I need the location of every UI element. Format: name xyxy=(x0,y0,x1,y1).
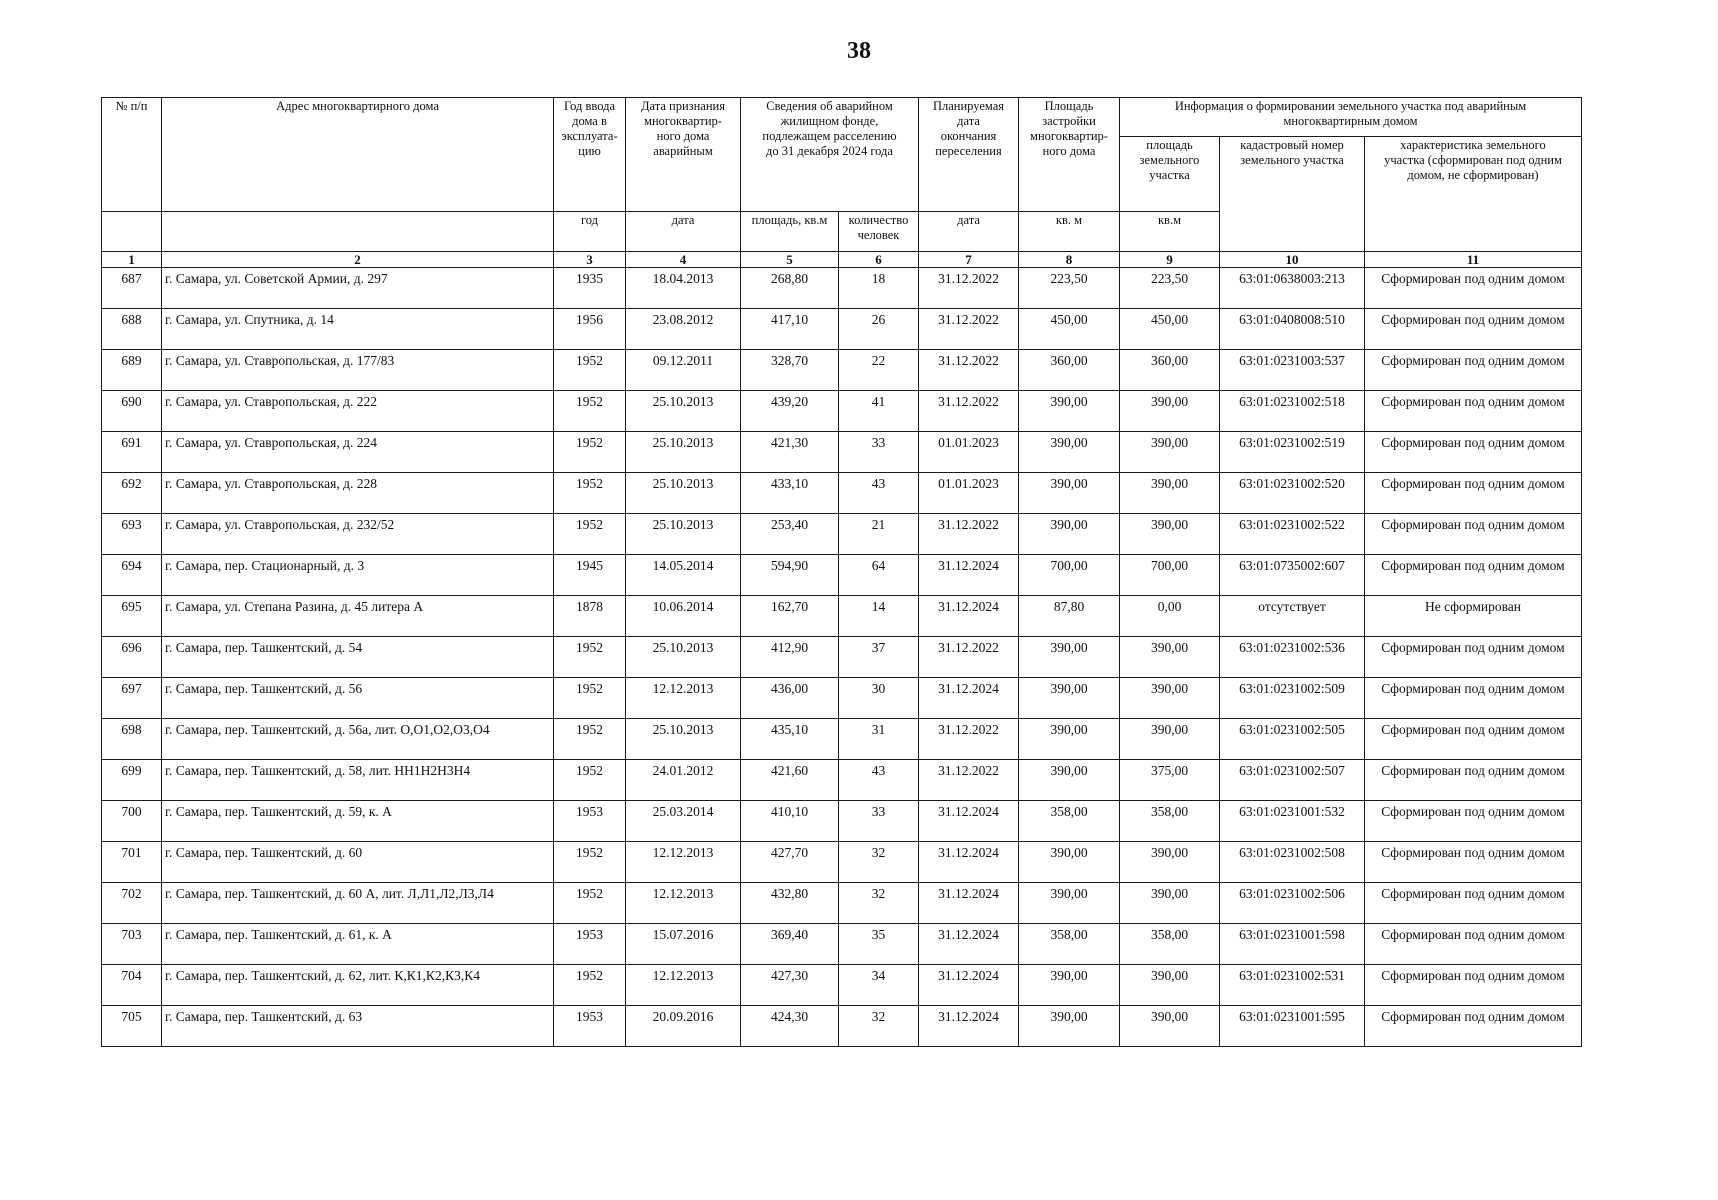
address-cell: г. Самара, пер. Ташкентский, д. 60 xyxy=(162,842,554,883)
address-cell: г. Самара, пер. Ташкентский, д. 56а, лит. О,О1,О2,О3,О4 xyxy=(162,719,554,760)
land-area-cell: 390,00 xyxy=(1120,391,1220,432)
people-count-cell: 43 xyxy=(839,473,919,514)
planned-date-cell: 31.12.2024 xyxy=(919,965,1019,1006)
land-area-cell: 358,00 xyxy=(1120,924,1220,965)
unit-planned: дата xyxy=(919,212,1019,252)
address-cell: г. Самара, ул. Спутника, д. 14 xyxy=(162,309,554,350)
people-count-cell: 64 xyxy=(839,555,919,596)
year-cell: 1953 xyxy=(554,1006,626,1047)
table-row xyxy=(102,350,1582,391)
address-cell: г. Самара, пер. Ташкентский, д. 60 А, лит. Л,Л1,Л2,Л3,Л4 xyxy=(162,883,554,924)
row-number: 704 xyxy=(102,965,162,1006)
header-land-info: Информация о формировании земельного участка под аварийным многоквартирным домом xyxy=(1120,98,1582,137)
build-area-cell: 358,00 xyxy=(1019,801,1120,842)
year-cell: 1935 xyxy=(554,268,626,309)
table-row xyxy=(102,391,1582,432)
cadastral-number-cell: 63:01:0231002:520 xyxy=(1220,473,1365,514)
area-cell: 436,00 xyxy=(741,678,839,719)
land-area-cell: 375,00 xyxy=(1120,760,1220,801)
address-cell: г. Самара, пер. Ташкентский, д. 62, лит. К,К1,К2,К3,К4 xyxy=(162,965,554,1006)
land-characteristic-cell: Сформирован под одним домом xyxy=(1365,637,1582,678)
planned-date-cell: 01.01.2023 xyxy=(919,432,1019,473)
address-cell: г. Самара, ул. Ставропольская, д. 232/52 xyxy=(162,514,554,555)
column-number: 10 xyxy=(1220,252,1365,268)
table-body xyxy=(102,268,1582,1047)
build-area-cell: 390,00 xyxy=(1019,842,1120,883)
planned-date-cell: 31.12.2022 xyxy=(919,268,1019,309)
recognized-date-cell: 20.09.2016 xyxy=(626,1006,741,1047)
header-land-area: площадь земельного участка xyxy=(1120,137,1220,212)
people-count-cell: 32 xyxy=(839,842,919,883)
land-area-cell: 390,00 xyxy=(1120,514,1220,555)
area-cell: 424,30 xyxy=(741,1006,839,1047)
build-area-cell: 390,00 xyxy=(1019,678,1120,719)
row-number: 689 xyxy=(102,350,162,391)
column-number: 6 xyxy=(839,252,919,268)
header-land-char: характеристика земельного участка (сформирован под одним домом, не сформирован) xyxy=(1365,137,1582,252)
people-count-cell: 37 xyxy=(839,637,919,678)
unit-people: количество человек xyxy=(839,212,919,252)
people-count-cell: 35 xyxy=(839,924,919,965)
planned-date-cell: 31.12.2024 xyxy=(919,678,1019,719)
people-count-cell: 33 xyxy=(839,432,919,473)
land-area-cell: 360,00 xyxy=(1120,350,1220,391)
address-cell: г. Самара, ул. Ставропольская, д. 222 xyxy=(162,391,554,432)
land-area-cell: 390,00 xyxy=(1120,883,1220,924)
address-cell: г. Самара, пер. Ташкентский, д. 59, к. А xyxy=(162,801,554,842)
header-cadastral: кадастровый номер земельного участка xyxy=(1220,137,1365,252)
area-cell: 412,90 xyxy=(741,637,839,678)
year-cell: 1945 xyxy=(554,555,626,596)
cadastral-number-cell: 63:01:0231002:509 xyxy=(1220,678,1365,719)
cadastral-number-cell: 63:01:0231002:531 xyxy=(1220,965,1365,1006)
area-cell: 253,40 xyxy=(741,514,839,555)
recognized-date-cell: 25.10.2013 xyxy=(626,719,741,760)
area-cell: 369,40 xyxy=(741,924,839,965)
planned-date-cell: 31.12.2024 xyxy=(919,555,1019,596)
row-number: 700 xyxy=(102,801,162,842)
column-number: 5 xyxy=(741,252,839,268)
year-cell: 1952 xyxy=(554,350,626,391)
recognized-date-cell: 25.10.2013 xyxy=(626,391,741,432)
recognized-date-cell: 25.10.2013 xyxy=(626,514,741,555)
build-area-cell: 360,00 xyxy=(1019,350,1120,391)
recognized-date-cell: 12.12.2013 xyxy=(626,678,741,719)
planned-date-cell: 31.12.2022 xyxy=(919,350,1019,391)
build-area-cell: 390,00 xyxy=(1019,719,1120,760)
planned-date-cell: 31.12.2024 xyxy=(919,801,1019,842)
area-cell: 268,80 xyxy=(741,268,839,309)
row-number: 687 xyxy=(102,268,162,309)
land-characteristic-cell: Сформирован под одним домом xyxy=(1365,268,1582,309)
land-characteristic-cell: Сформирован под одним домом xyxy=(1365,760,1582,801)
address-cell: г. Самара, ул. Ставропольская, д. 177/83 xyxy=(162,350,554,391)
area-cell: 162,70 xyxy=(741,596,839,637)
year-cell: 1953 xyxy=(554,801,626,842)
build-area-cell: 390,00 xyxy=(1019,1006,1120,1047)
land-characteristic-cell: Сформирован под одним домом xyxy=(1365,309,1582,350)
people-count-cell: 32 xyxy=(839,1006,919,1047)
year-cell: 1952 xyxy=(554,719,626,760)
unit-date: дата xyxy=(626,212,741,252)
row-number: 692 xyxy=(102,473,162,514)
build-area-cell: 390,00 xyxy=(1019,760,1120,801)
year-cell: 1952 xyxy=(554,637,626,678)
row-number: 697 xyxy=(102,678,162,719)
emergency-housing-table xyxy=(101,97,1582,1047)
row-number: 693 xyxy=(102,514,162,555)
build-area-cell: 390,00 xyxy=(1019,432,1120,473)
cadastral-number-cell: отсутствует xyxy=(1220,596,1365,637)
area-cell: 594,90 xyxy=(741,555,839,596)
build-area-cell: 390,00 xyxy=(1019,883,1120,924)
address-cell: г. Самара, ул. Ставропольская, д. 224 xyxy=(162,432,554,473)
row-number: 695 xyxy=(102,596,162,637)
land-characteristic-cell: Сформирован под одним домом xyxy=(1365,801,1582,842)
header-recognized: Дата признания многоквартир- ного дома аварийным xyxy=(626,98,741,212)
table-row xyxy=(102,514,1582,555)
cadastral-number-cell: 63:01:0231001:598 xyxy=(1220,924,1365,965)
column-number: 1 xyxy=(102,252,162,268)
cadastral-number-cell: 63:01:0231003:537 xyxy=(1220,350,1365,391)
row-number: 696 xyxy=(102,637,162,678)
area-cell: 417,10 xyxy=(741,309,839,350)
table-row xyxy=(102,596,1582,637)
column-number: 11 xyxy=(1365,252,1582,268)
column-number: 2 xyxy=(162,252,554,268)
build-area-cell: 390,00 xyxy=(1019,473,1120,514)
planned-date-cell: 31.12.2022 xyxy=(919,514,1019,555)
address-cell: г. Самара, пер. Стационарный, д. 3 xyxy=(162,555,554,596)
cadastral-number-cell: 63:01:0231001:532 xyxy=(1220,801,1365,842)
planned-date-cell: 31.12.2022 xyxy=(919,391,1019,432)
land-area-cell: 390,00 xyxy=(1120,965,1220,1006)
build-area-cell: 390,00 xyxy=(1019,637,1120,678)
area-cell: 439,20 xyxy=(741,391,839,432)
area-cell: 328,70 xyxy=(741,350,839,391)
year-cell: 1878 xyxy=(554,596,626,637)
build-area-cell: 390,00 xyxy=(1019,514,1120,555)
cadastral-number-cell: 63:01:0638003:213 xyxy=(1220,268,1365,309)
cadastral-number-cell: 63:01:0231002:508 xyxy=(1220,842,1365,883)
column-number: 8 xyxy=(1019,252,1120,268)
table-row xyxy=(102,719,1582,760)
recognized-date-cell: 12.12.2013 xyxy=(626,965,741,1006)
table-row xyxy=(102,555,1582,596)
recognized-date-cell: 12.12.2013 xyxy=(626,842,741,883)
row-number: 701 xyxy=(102,842,162,883)
recognized-date-cell: 09.12.2011 xyxy=(626,350,741,391)
people-count-cell: 43 xyxy=(839,760,919,801)
planned-date-cell: 31.12.2024 xyxy=(919,883,1019,924)
cadastral-number-cell: 63:01:0231002:505 xyxy=(1220,719,1365,760)
cadastral-number-cell: 63:01:0231002:522 xyxy=(1220,514,1365,555)
row-number: 691 xyxy=(102,432,162,473)
table-row xyxy=(102,678,1582,719)
year-cell: 1953 xyxy=(554,924,626,965)
table-row xyxy=(102,842,1582,883)
people-count-cell: 22 xyxy=(839,350,919,391)
unit-no xyxy=(102,212,162,252)
column-number: 3 xyxy=(554,252,626,268)
land-characteristic-cell: Сформирован под одним домом xyxy=(1365,678,1582,719)
area-cell: 410,10 xyxy=(741,801,839,842)
land-area-cell: 358,00 xyxy=(1120,801,1220,842)
area-cell: 427,70 xyxy=(741,842,839,883)
table-row xyxy=(102,883,1582,924)
land-area-cell: 390,00 xyxy=(1120,432,1220,473)
build-area-cell: 450,00 xyxy=(1019,309,1120,350)
year-cell: 1952 xyxy=(554,473,626,514)
land-area-cell: 700,00 xyxy=(1120,555,1220,596)
recognized-date-cell: 12.12.2013 xyxy=(626,883,741,924)
year-cell: 1952 xyxy=(554,432,626,473)
area-cell: 433,10 xyxy=(741,473,839,514)
build-area-cell: 700,00 xyxy=(1019,555,1120,596)
planned-date-cell: 31.12.2024 xyxy=(919,842,1019,883)
recognized-date-cell: 15.07.2016 xyxy=(626,924,741,965)
people-count-cell: 34 xyxy=(839,965,919,1006)
recognized-date-cell: 25.10.2013 xyxy=(626,432,741,473)
area-cell: 421,60 xyxy=(741,760,839,801)
header-housing-info: Сведения об аварийном жилищном фонде, подлежащем расселению до 31 декабря 2024 года xyxy=(741,98,919,212)
cadastral-number-cell: 63:01:0231001:595 xyxy=(1220,1006,1365,1047)
year-cell: 1952 xyxy=(554,965,626,1006)
column-number: 7 xyxy=(919,252,1019,268)
header-year: Год ввода дома в эксплуата- цию xyxy=(554,98,626,212)
cadastral-number-cell: 63:01:0231002:507 xyxy=(1220,760,1365,801)
planned-date-cell: 31.12.2024 xyxy=(919,1006,1019,1047)
recognized-date-cell: 23.08.2012 xyxy=(626,309,741,350)
row-number: 703 xyxy=(102,924,162,965)
land-characteristic-cell: Сформирован под одним домом xyxy=(1365,719,1582,760)
planned-date-cell: 01.01.2023 xyxy=(919,473,1019,514)
row-number: 694 xyxy=(102,555,162,596)
land-characteristic-cell: Сформирован под одним домом xyxy=(1365,1006,1582,1047)
people-count-cell: 32 xyxy=(839,883,919,924)
column-number-row xyxy=(102,252,1582,268)
land-area-cell: 390,00 xyxy=(1120,1006,1220,1047)
column-number: 9 xyxy=(1120,252,1220,268)
land-characteristic-cell: Сформирован под одним домом xyxy=(1365,883,1582,924)
cadastral-number-cell: 63:01:0231002:518 xyxy=(1220,391,1365,432)
people-count-cell: 26 xyxy=(839,309,919,350)
land-characteristic-cell: Сформирован под одним домом xyxy=(1365,432,1582,473)
unit-land-area: кв.м xyxy=(1120,212,1220,252)
land-characteristic-cell: Сформирован под одним домом xyxy=(1365,555,1582,596)
land-characteristic-cell: Не сформирован xyxy=(1365,596,1582,637)
land-characteristic-cell: Сформирован под одним домом xyxy=(1365,842,1582,883)
land-characteristic-cell: Сформирован под одним домом xyxy=(1365,965,1582,1006)
address-cell: г. Самара, пер. Ташкентский, д. 63 xyxy=(162,1006,554,1047)
recognized-date-cell: 25.10.2013 xyxy=(626,473,741,514)
table-row xyxy=(102,1006,1582,1047)
build-area-cell: 87,80 xyxy=(1019,596,1120,637)
header-build-area: Площадь застройки многоквартир- ного дома xyxy=(1019,98,1120,212)
land-area-cell: 390,00 xyxy=(1120,678,1220,719)
address-cell: г. Самара, пер. Ташкентский, д. 56 xyxy=(162,678,554,719)
cadastral-number-cell: 63:01:0231002:519 xyxy=(1220,432,1365,473)
year-cell: 1952 xyxy=(554,514,626,555)
land-characteristic-cell: Сформирован под одним домом xyxy=(1365,924,1582,965)
area-cell: 427,30 xyxy=(741,965,839,1006)
header-planned: Планируемая дата окончания переселения xyxy=(919,98,1019,212)
area-cell: 432,80 xyxy=(741,883,839,924)
land-characteristic-cell: Сформирован под одним домом xyxy=(1365,391,1582,432)
people-count-cell: 18 xyxy=(839,268,919,309)
land-area-cell: 223,50 xyxy=(1120,268,1220,309)
address-cell: г. Самара, пер. Ташкентский, д. 61, к. А xyxy=(162,924,554,965)
cadastral-number-cell: 63:01:0231002:536 xyxy=(1220,637,1365,678)
land-area-cell: 390,00 xyxy=(1120,842,1220,883)
year-cell: 1952 xyxy=(554,760,626,801)
address-cell: г. Самара, пер. Ташкентский, д. 58, лит. НН1Н2Н3Н4 xyxy=(162,760,554,801)
unit-build-area: кв. м xyxy=(1019,212,1120,252)
unit-year: год xyxy=(554,212,626,252)
planned-date-cell: 31.12.2022 xyxy=(919,309,1019,350)
land-area-cell: 390,00 xyxy=(1120,637,1220,678)
row-number: 688 xyxy=(102,309,162,350)
unit-area: площадь, кв.м xyxy=(741,212,839,252)
land-area-cell: 0,00 xyxy=(1120,596,1220,637)
land-characteristic-cell: Сформирован под одним домом xyxy=(1365,514,1582,555)
year-cell: 1952 xyxy=(554,883,626,924)
row-number: 699 xyxy=(102,760,162,801)
page-number: 38 xyxy=(847,38,871,64)
column-number: 4 xyxy=(626,252,741,268)
table-row xyxy=(102,924,1582,965)
table-row xyxy=(102,801,1582,842)
land-characteristic-cell: Сформирован под одним домом xyxy=(1365,473,1582,514)
row-number: 698 xyxy=(102,719,162,760)
row-number: 690 xyxy=(102,391,162,432)
recognized-date-cell: 14.05.2014 xyxy=(626,555,741,596)
land-area-cell: 450,00 xyxy=(1120,309,1220,350)
cadastral-number-cell: 63:01:0735002:607 xyxy=(1220,555,1365,596)
build-area-cell: 223,50 xyxy=(1019,268,1120,309)
year-cell: 1952 xyxy=(554,678,626,719)
year-cell: 1952 xyxy=(554,391,626,432)
people-count-cell: 14 xyxy=(839,596,919,637)
build-area-cell: 358,00 xyxy=(1019,924,1120,965)
address-cell: г. Самара, ул. Ставропольская, д. 228 xyxy=(162,473,554,514)
table-row xyxy=(102,309,1582,350)
people-count-cell: 41 xyxy=(839,391,919,432)
planned-date-cell: 31.12.2022 xyxy=(919,719,1019,760)
row-number: 702 xyxy=(102,883,162,924)
header-no: № п/п xyxy=(102,98,162,212)
recognized-date-cell: 25.10.2013 xyxy=(626,637,741,678)
land-area-cell: 390,00 xyxy=(1120,473,1220,514)
table-row xyxy=(102,637,1582,678)
cadastral-number-cell: 63:01:0231002:506 xyxy=(1220,883,1365,924)
people-count-cell: 21 xyxy=(839,514,919,555)
area-cell: 435,10 xyxy=(741,719,839,760)
table-row xyxy=(102,473,1582,514)
planned-date-cell: 31.12.2024 xyxy=(919,596,1019,637)
recognized-date-cell: 18.04.2013 xyxy=(626,268,741,309)
recognized-date-cell: 10.06.2014 xyxy=(626,596,741,637)
row-number: 705 xyxy=(102,1006,162,1047)
recognized-date-cell: 24.01.2012 xyxy=(626,760,741,801)
header-address: Адрес многоквартирного дома xyxy=(162,98,554,212)
people-count-cell: 33 xyxy=(839,801,919,842)
year-cell: 1956 xyxy=(554,309,626,350)
people-count-cell: 30 xyxy=(839,678,919,719)
build-area-cell: 390,00 xyxy=(1019,965,1120,1006)
cadastral-number-cell: 63:01:0408008:510 xyxy=(1220,309,1365,350)
year-cell: 1952 xyxy=(554,842,626,883)
planned-date-cell: 31.12.2022 xyxy=(919,637,1019,678)
people-count-cell: 31 xyxy=(839,719,919,760)
address-cell: г. Самара, пер. Ташкентский, д. 54 xyxy=(162,637,554,678)
planned-date-cell: 31.12.2024 xyxy=(919,924,1019,965)
table-row xyxy=(102,965,1582,1006)
build-area-cell: 390,00 xyxy=(1019,391,1120,432)
unit-address xyxy=(162,212,554,252)
land-characteristic-cell: Сформирован под одним домом xyxy=(1365,350,1582,391)
table-row xyxy=(102,432,1582,473)
address-cell: г. Самара, ул. Советской Армии, д. 297 xyxy=(162,268,554,309)
land-area-cell: 390,00 xyxy=(1120,719,1220,760)
table-row xyxy=(102,268,1582,309)
address-cell: г. Самара, ул. Степана Разина, д. 45 литера А xyxy=(162,596,554,637)
area-cell: 421,30 xyxy=(741,432,839,473)
planned-date-cell: 31.12.2022 xyxy=(919,760,1019,801)
table-row xyxy=(102,760,1582,801)
recognized-date-cell: 25.03.2014 xyxy=(626,801,741,842)
